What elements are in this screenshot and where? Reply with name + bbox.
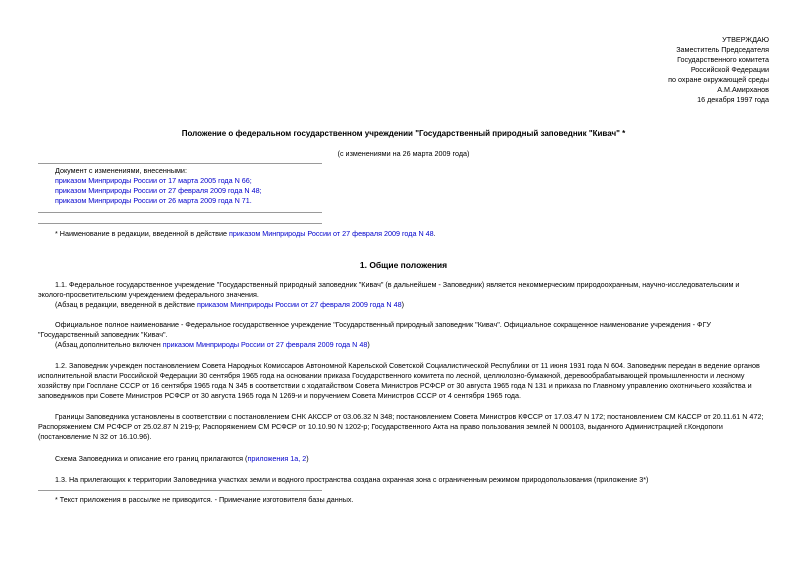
paragraph-line: (постановление N 32 от 16.10.96). <box>38 432 152 441</box>
appendix-link[interactable]: приложения 1а, 2 <box>247 454 307 463</box>
divider <box>38 212 322 213</box>
approval-line: Заместитель Председателя <box>676 45 769 54</box>
note-text: ) <box>401 300 404 309</box>
paragraph-1-3 <box>38 475 770 485</box>
approval-line: УТВЕРЖДАЮ <box>722 35 769 44</box>
paragraph-line: исполнительной власти Российской Федерации 30 сентября 1965 года на основании приказа Государственного комитета по лесной, целлюлозно-бумажной, деревообрабатывающей промышленности и лесному <box>38 371 745 380</box>
divider <box>38 490 322 491</box>
footnote: * Текст приложения в рассылке не приводится. - Примечание изготовителя базы данных. <box>55 495 354 504</box>
approval-line: Государственного комитета <box>677 55 769 64</box>
note-text: (Абзац в редакции, введенной в действие <box>55 300 197 309</box>
note-link[interactable]: приказом Минприроды России от 27 февраля 2009 года N 48 <box>162 340 368 349</box>
paragraph-borders <box>38 412 770 442</box>
paragraph-line: 1.3. На прилегающих к территории Заповедника участках земли и водного пространства создана охранная зона с ограниченным режимом природопользования (приложение 3*) <box>55 475 649 484</box>
note-link[interactable]: приказом Минприроды России от 27 февраля 2009 года N 48 <box>196 300 402 309</box>
footnote-text: * Наименование в редакции, введенной в действие <box>55 229 230 238</box>
divider <box>38 223 322 224</box>
paragraph-line: заповедников при Совете Министров РСФСР от 30 августа 1965 года N 1269-и и поручением Совета Министров СССР от 4 сентября 1965 года. <box>38 391 521 400</box>
note-text: ) <box>367 340 370 349</box>
changes-intro: Документ с изменениями, внесенными: <box>55 166 187 175</box>
divider <box>38 163 322 164</box>
document-title: Положение о федеральном государственном учреждении "Государственный природный заповедник "Кивач" * <box>181 129 626 138</box>
approval-line: А.М.Амирханов <box>717 85 769 94</box>
change-link[interactable]: приказом Минприроды России от 17 марта 2005 года N 66; <box>55 176 252 185</box>
paragraph-line: Официальное полное наименование - Федеральное государственное учреждение "Государственный природный заповедник "Кивач". Официальное сокращенное наименование учреждения - ФГУ <box>55 320 711 329</box>
changes-block <box>55 166 455 206</box>
scheme-text: ) <box>306 454 309 463</box>
paragraph-1-2 <box>38 361 770 401</box>
approval-block <box>609 35 769 105</box>
approval-line: 16 декабря 1997 года <box>697 95 769 104</box>
paragraph-official-name <box>38 320 770 350</box>
footnote <box>55 229 436 239</box>
paragraph-scheme <box>38 454 770 464</box>
paragraph-line: эколого-просветительским учреждением федерального значения. <box>38 290 259 299</box>
footnote-text: . <box>433 229 436 238</box>
paragraph-line: 1.1. Федеральное государственное учреждение "Государственный природный заповедник "Кивач" (в дальнейшем - Заповедник) является некоммерческим природоохранным, научно-исследовательским и <box>55 280 740 289</box>
note-text: (Абзац дополнительно включен <box>55 340 163 349</box>
approval-line: по охране окружающей среды <box>668 75 769 84</box>
change-link[interactable]: приказом Минприроды России от 26 марта 2009 года N 71. <box>55 196 252 205</box>
paragraph-note <box>38 300 770 310</box>
paragraph-line: Распоряжением СМ РСФСР от 25.02.87 N 219-р; Распоряжением СМ РСФСР от 10.10.90 N 1202-р; Государственного Акта на право пользования землей N 000103, выданного Администрацией г.Кондопоги <box>38 422 723 431</box>
paragraph-line <box>38 454 770 464</box>
document-subtitle: (с изменениями на 26 марта 2009 года) <box>337 149 470 158</box>
scheme-text: Схема Заповедника и описание его границ прилагаются ( <box>55 454 248 463</box>
paragraph-line: 1.2. Заповедник учрежден постановлением Совета Народных Комиссаров Автономной Карельской Советской Социалистической Республики от 11 июня 1931 года N 604. Заповедник передан в ведение органов <box>55 361 760 370</box>
footnote-link[interactable]: приказом Минприроды России от 27 февраля 2009 года N 48 <box>229 229 434 238</box>
section-heading: 1. Общие положения <box>359 260 448 270</box>
approval-line: Российской Федерации <box>690 65 769 74</box>
paragraph-line: Границы Заповедника установлены в соответствии с постановлением СНК АКССР от 03.06.32 N 348; постановлением Совета Министров КФССР от 17.03.47 N 172; постановлением СМ КАССР от 20.11.61 N 472; <box>55 412 764 421</box>
paragraph-note <box>38 340 770 350</box>
paragraph-1-1 <box>38 280 770 310</box>
paragraph-line: хозяйству при Госплане СССР от 16 сентября 1965 года N 345 в соответствии с ходатайством Совета Министров РСФСР от 30 августа 1965 года N 131 и приказа по Главному управлению охотничьего хозяйства и <box>38 381 752 390</box>
change-link[interactable]: приказом Минприроды России от 27 февраля 2009 года N 48; <box>55 186 262 195</box>
paragraph-line: "Государственный заповедник "Кивач". <box>38 330 168 339</box>
